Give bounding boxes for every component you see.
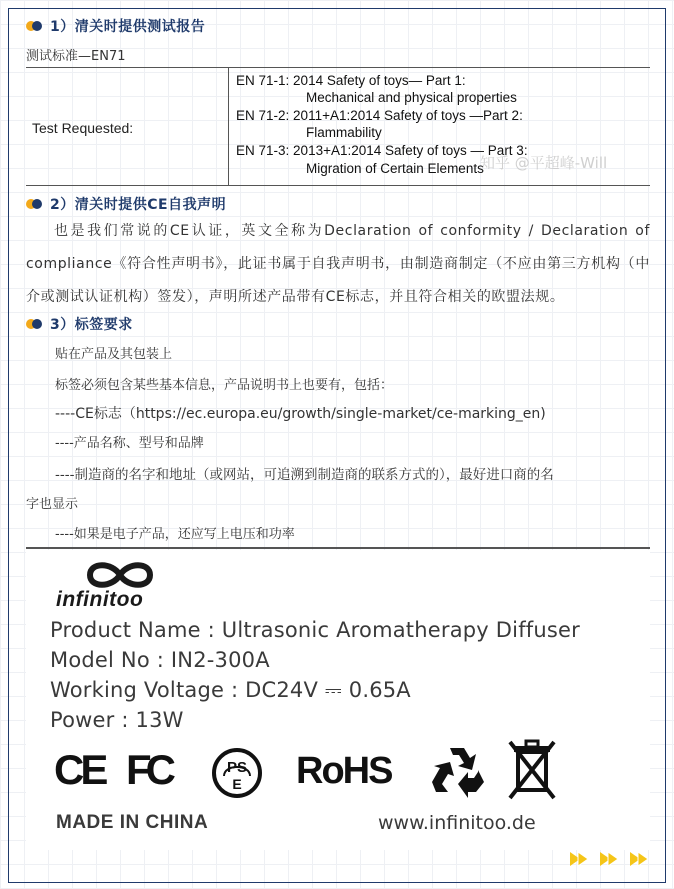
pse-mark-icon <box>210 746 264 800</box>
section-2-heading <box>26 194 226 214</box>
svg-text:PS: PS <box>226 759 248 776</box>
table-top-rule <box>26 67 650 68</box>
decorative-arrows <box>568 850 652 868</box>
brand-name: infinitoo <box>56 588 144 611</box>
label-line-6: 字也显示 <box>26 497 79 512</box>
arrow-icon <box>568 850 592 868</box>
section-3-title: 3）标签要求 <box>50 317 133 333</box>
fcc-mark-icon: FC <box>126 746 170 793</box>
label-top-rule <box>26 547 650 549</box>
standard-1: EN 71-1: 2014 Safety of toys— Part 1: <box>236 73 466 88</box>
weee-bin-icon <box>506 738 558 802</box>
test-standard-line: 测试标准—EN71 <box>26 49 126 64</box>
watermark: 知乎 @平超峰-Will <box>480 154 608 172</box>
ce-declaration-paragraph: 也是我们常说的CE认证，英文全称为Declaration of conformity / Declaration of compliance《符合性声明书》，此证书属于自我声明书，由制造商制定（不应由第三方机构（中介或测试认证机构）签发），声明所述产品带有CE标志，并且符合相关的欧盟法规。 <box>26 223 650 305</box>
recycle-icon <box>426 742 488 800</box>
section-1-title: 1）清关时提供测试报告 <box>50 19 206 35</box>
made-in-china: MADE IN CHINA <box>56 812 209 833</box>
ce-mark-icon: CE <box>54 746 105 793</box>
label-line-5: ----制造商的名字和地址（或网站，可追溯到制造商的联系方式的），最好进口商的名 <box>55 467 554 483</box>
standard-2: EN 71-2: 2011+A1:2014 Safety of toys —Part 2: <box>236 108 523 123</box>
bullet-icon <box>26 20 44 32</box>
section-3-heading <box>26 314 133 334</box>
section-2-title: 2）清关时提供CE自我声明 <box>50 197 227 213</box>
working-voltage: Working Voltage : DC24V ⎓ 0.65A <box>50 678 411 702</box>
label-line-1: 贴在产品及其包装上 <box>55 347 173 362</box>
power-rating: Power : 13W <box>50 708 184 732</box>
product-name: Product Name : Ultrasonic Aromatherapy Diffuser <box>50 618 580 642</box>
arrow-icon <box>598 850 622 868</box>
label-line-7: ----如果是电子产品，还应写上电压和功率 <box>55 527 295 542</box>
label-line-4: ----产品名称、型号和品牌 <box>55 436 204 451</box>
standard-1-line2: Mechanical and physical properties <box>306 90 517 105</box>
table-bottom-rule <box>26 185 650 186</box>
label-line-3: ----CE标志（https://ec.europa.eu/growth/single-market/ce-marking_en) <box>55 406 546 422</box>
infinity-logo-icon <box>84 560 156 590</box>
bullet-icon <box>26 198 44 210</box>
product-label-image <box>26 550 650 850</box>
rohs-mark-icon: RoHS <box>296 750 392 792</box>
bullet-icon <box>26 318 44 330</box>
website: www.infinitoo.de <box>378 812 536 834</box>
model-number: Model No : IN2-300A <box>50 648 270 672</box>
table-divider <box>228 67 229 185</box>
standard-2-line2: Flammability <box>306 125 382 140</box>
svg-text:E: E <box>232 776 242 792</box>
label-line-2: 标签必须包含某些基本信息，产品说明书上也要有，包括： <box>55 378 394 393</box>
section-1-heading <box>26 16 205 36</box>
standard-3-line2: Migration of Certain Elements <box>306 161 484 176</box>
test-requested-label: Test Requested: <box>32 120 134 136</box>
arrow-icon <box>628 850 652 868</box>
standard-3: EN 71-3: 2013+A1:2014 Safety of toys — Part 3: <box>236 143 528 158</box>
